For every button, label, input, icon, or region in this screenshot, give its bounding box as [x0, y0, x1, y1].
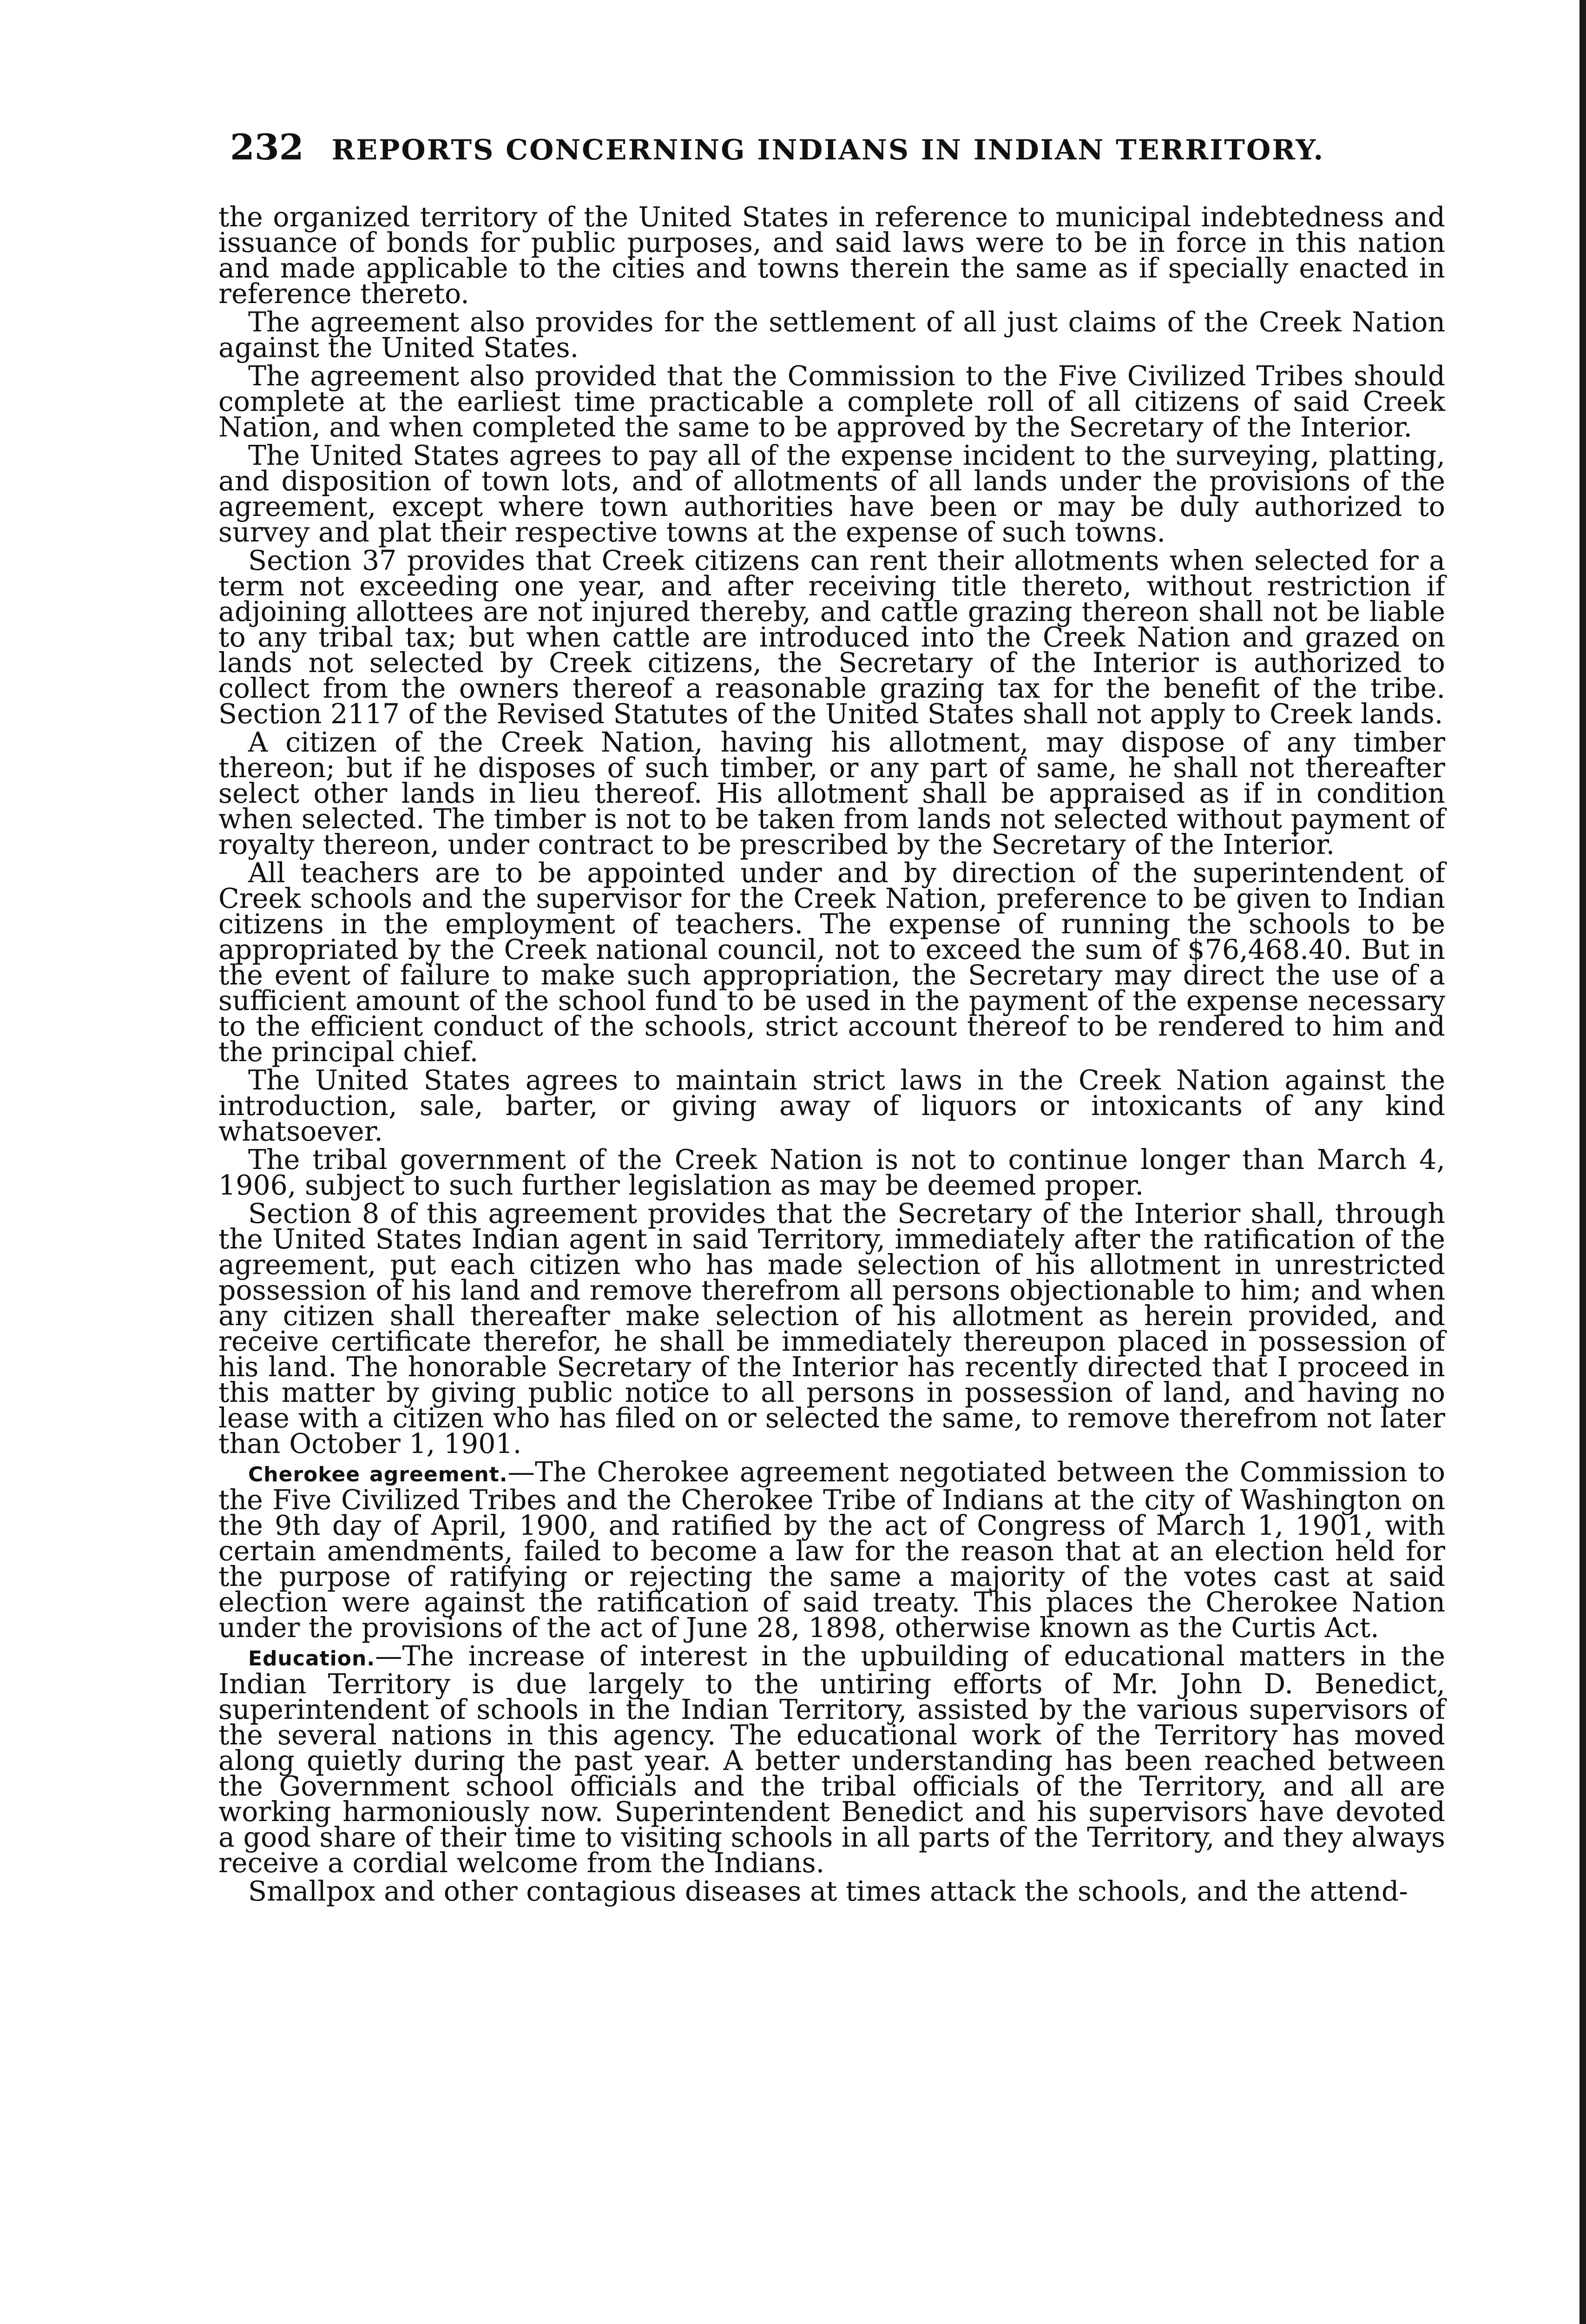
paragraph-text: The United States agrees to maintain strict laws in the Creek Nation against the introduction, sale, barter, or giving away of liquors or intoxicants of any kind whatsoever.	[218, 1064, 1445, 1147]
running-title: REPORTS CONCERNING INDIANS IN INDIAN TERRITORY.	[331, 134, 1325, 166]
paragraph-education	[218, 1640, 1445, 1879]
paragraph-text: Section 37 provides that Creek citizens can rent their allotments when selected for a term not exceeding one year, and after receiving title thereto, without restriction if adjoining allottees are not injured thereby, and cattle grazing thereon shall not be liable to any tribal tax; but when cattle are introduced into the Creek Nation and grazed on lands not selected by Creek citizens, the Secretary of the Interior is authorized to collect from the owners thereof a reasonable grazing tax for the benefit of the tribe. Section 2117 of the Revised Statutes of the United States shall not apply to Creek lands.	[218, 545, 1445, 730]
paragraph-text: A citizen of the Creek Nation, having his allotment, may dispose of any timber thereon; but if he disposes of such timber, or any part of same, he shall not thereafter select other lands in lieu thereof. His allotment shall be appraised as if in condition when selected. The timber is not to be taken from lands not selected without payment of royalty thereon, under contract to be prescribed by the Secretary of the Interior.	[218, 726, 1445, 860]
paragraph-text: —The Cherokee agreement negotiated between the Commission to the Five Civilized Tribes and the Cherokee Tribe of Indians at the city of Washington on the 9th day of April, 1900, and ratified by the act of Congress of March 1, 1901, with certain amendments, failed to become a law for the reason that at an election held for the purpose of ratifying or rejecting the same a majority of the votes cast at said election were against the ratification of said treaty. This places the Cherokee Nation under the provisions of the act of June 28, 1898, otherwise known as the Curtis Act.	[218, 1456, 1445, 1644]
paragraph-text: Smallpox and other contagious diseases at times attack the schools, and the attend-	[248, 1875, 1408, 1907]
paragraph-text: The tribal government of the Creek Nation is not to continue longer than March 4, 1906, subject to such further legislation as may be deemed proper.	[218, 1144, 1445, 1201]
paragraph-timber	[218, 726, 1445, 860]
paragraph-liquor-laws	[218, 1064, 1445, 1147]
paragraph-text: Section 8 of this agreement provides that the Secretary of the Interior shall, through the United States Indian agent in said Territory, immediately after the ratification of the agreement, put each citizen who has made selection of his allotment in unrestricted possession of his land and remove therefrom all persons objectionable to him; and when any citizen shall thereafter make selection of his allotment as herein provided, and receive certificate therefor, he shall be immediately thereupon placed in possession of his land. The honorable Secretary of the Interior has recently directed that I proceed in this matter by giving public notice to all persons in possession of land, and having no lease with a citizen who has filed on or selected the same, to remove therefrom not later than October 1, 1901.	[218, 1198, 1445, 1459]
page-number: 232	[230, 126, 304, 168]
running-head	[230, 126, 1378, 182]
paragraph-citizen-roll	[218, 360, 1445, 443]
paragraph-teachers	[218, 857, 1445, 1068]
paragraph-text: the organized territory of the United States in reference to municipal indebtedness and issuance of bonds for public purposes, and said laws were to be in force in this nation and made applicable to the cities and towns therein the same as if specially enacted in reference thereto.	[218, 201, 1445, 310]
paragraph-surveying-expense	[218, 440, 1445, 548]
body-text	[218, 201, 1445, 1907]
paragraph-text: —The increase of interest in the upbuilding of educational matters in the Indian Territory is due largely to the untiring efforts of Mr. John D. Benedict, superintendent of schools in the Indian Territory, assisted by the various supervisors of the several nations in this agency. The educational work of the Territory has moved along quietly during the past year. A better understanding has been reached between the Government school officials and the tribal officials of the Territory, and all are working harmoniously now. Superintendent Benedict and his supervisors have devoted a good share of their time to visiting schools in all parts of the Territory, and they always receive a cordial welcome from the Indians.	[218, 1640, 1445, 1879]
paragraph-municipal-indebtedness	[218, 201, 1445, 310]
paragraph-text: The United States agrees to pay all of the expense incident to the surveying, platting, and disposition of town lots, and of allotments of all lands under the provisions of the agreement, except where town authorities have been or may be duly authorized to survey and plat their respective towns at the expense of such towns.	[218, 440, 1445, 548]
paragraph-section-8	[218, 1198, 1445, 1459]
paragraph-claims-settlement	[218, 306, 1445, 363]
section-heading-education: Education.	[248, 1647, 375, 1670]
page-edge-right	[1579, 0, 1586, 2324]
paragraph-text: All teachers are to be appointed under and by direction of the superintendent of Creek schools and the supervisor for the Creek Nation, preference to be given to Indian citizens in the employment of teachers. The expense of running the schools to be appropriated by the Creek national council, not to exceed the sum of $76,468.40. But in the event of failure to make such appropriation, the Secretary may direct the use of a sufficient amount of the school fund to be used in the payment of the expense necessary to the efficient conduct of the schools, strict account thereof to be rendered to him and the principal chief.	[218, 857, 1445, 1068]
section-heading-cherokee-agreement: Cherokee agreement.	[248, 1463, 508, 1486]
paragraph-text: The agreement also provided that the Commission to the Five Civilized Tribes should complete at the earliest time practicable a complete roll of all citizens of said Creek Nation, and when completed the same to be approved by the Secretary of the Interior.	[218, 360, 1445, 443]
paragraph-cherokee-agreement	[218, 1456, 1445, 1644]
paragraph-tribal-government	[218, 1144, 1445, 1201]
paragraph-text: The agreement also provides for the settlement of all just claims of the Creek Nation against the United States.	[218, 306, 1445, 363]
paragraph-section-37	[218, 545, 1445, 730]
paragraph-smallpox	[218, 1875, 1445, 1907]
